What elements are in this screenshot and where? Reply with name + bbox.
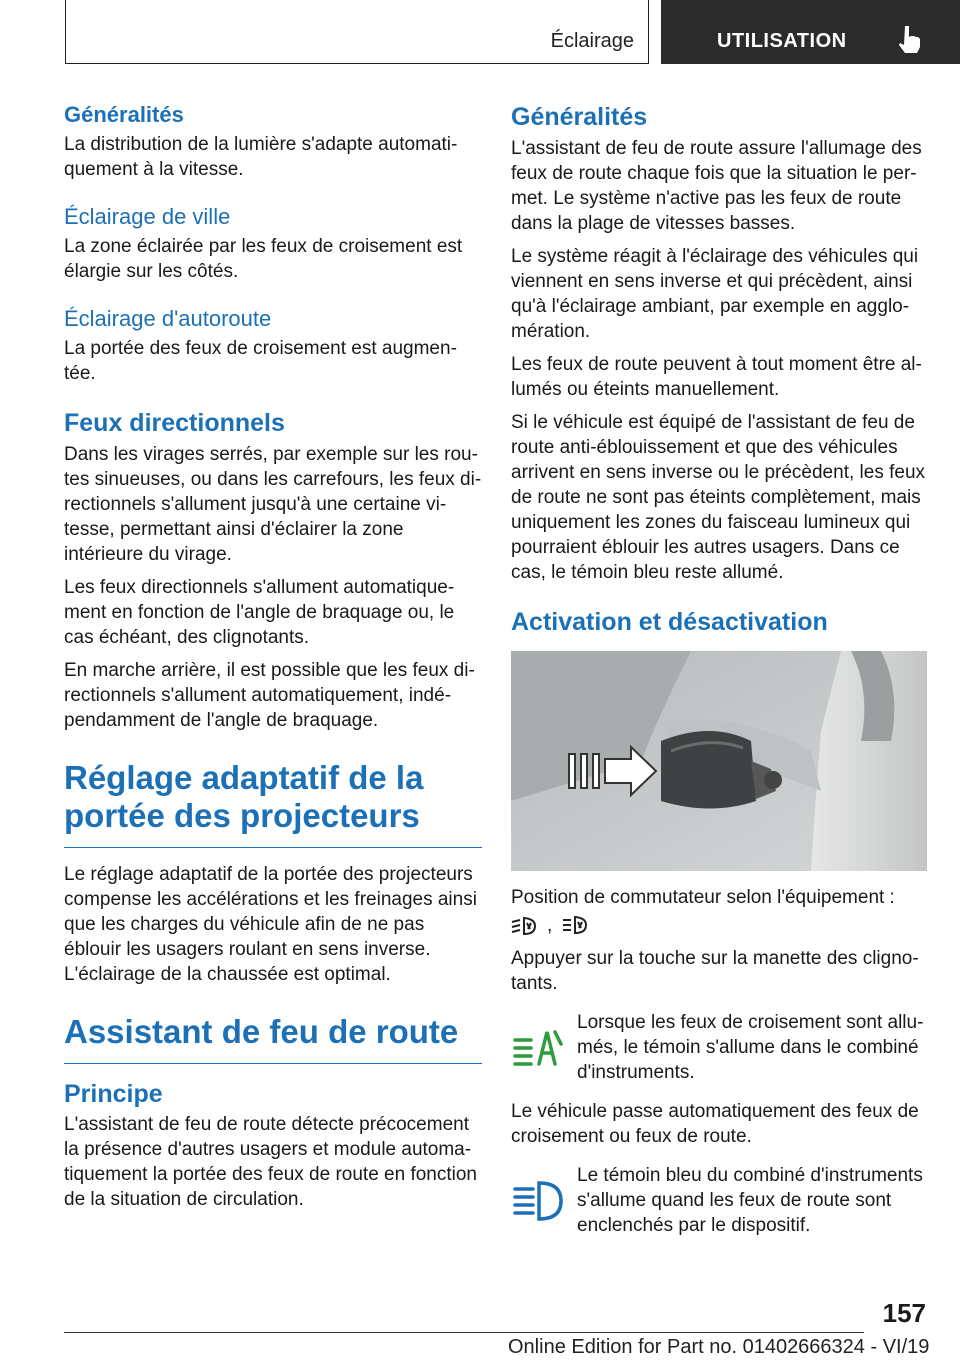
paragraph-ville: La zone éclairée par les feux de croisement est élargie sur les côtés. <box>64 236 463 282</box>
header-left-box <box>65 0 649 64</box>
footer-divider <box>64 1332 864 1333</box>
paragraph-directionnels-1: Dans les virages serrés, par exemple sur les routes sinueuses, ou dans les carrefours, les feux directionnels s'allument jusqu'à une certaine vitesse, permettant ainsi d'éclairer la zone intérieure du virage. <box>64 444 482 565</box>
paragraph-assistant-1: L'assistant de feu de route assure l'allumage des feux de route chaque fois que la situation le permet. Le système n'active pas les feux de route dans la plage de vitesses basses. <box>511 138 922 234</box>
heading-activation: Activation et désactivation <box>511 608 828 636</box>
turn-signal-stalk-illustration <box>511 651 927 871</box>
high-beam-assist-icon-a <box>511 914 537 938</box>
paragraph-assistant-3: Les feux de route peuvent à tout moment être allumés ou éteints manuellement. <box>511 354 922 400</box>
paragraph-directionnels-3: En marche arrière, il est possible que les feux directionnels s'allument automatiquement, indépendamment de l'angle de braquage. <box>64 660 475 731</box>
page-number: 157 <box>882 1298 926 1328</box>
paragraph-assistant-4: Si le véhicule est équipé de l'assistant de feu de route anti-éblouissement et que des véhicules arrivent en sens inverse ou le précèdent, les feux de route ne sont pas éteints complètement, mais uniquement les zones du faisceau lumineux qui pourraient éblouir les autres usagers. Dans ce cas, le témoin bleu reste allumé. <box>511 412 926 583</box>
high-beam-indicator-blue-icon <box>511 1163 565 1227</box>
paragraph-passe: Le véhicule passe automatiquement des feux de croisement ou feux de route. <box>511 1101 919 1147</box>
icon-separator: , <box>547 915 553 936</box>
high-beam-assist-indicator-green-icon <box>511 1010 565 1074</box>
note-low-beam <box>511 1010 929 1085</box>
footer-edition: Online Edition for Part no. 01402666324 - VI/19 <box>508 1336 930 1358</box>
paragraph-generalites: La distribution de la lumière s'adapte automatiquement à la vitesse. <box>64 134 458 180</box>
section-title: Éclairage <box>550 30 634 52</box>
note-high-beam-text: Le témoin bleu du combiné d'instruments s'allume quand les feux de route sont enclenchés par le dispositif. <box>577 1165 923 1236</box>
note-high-beam <box>511 1163 929 1238</box>
paragraph-position: Position de commutateur selon l'équipement : <box>511 887 895 908</box>
paragraph-assistant-2: Le système réagit à l'éclairage des véhicules qui viennent en sens inverse et qui précèdent, ainsi qu'à l'éclairage ambiant, par exemple en agglomération. <box>511 246 919 342</box>
chapter-title: UTILISATION <box>717 30 847 52</box>
right-column <box>511 100 929 1252</box>
paragraph-appuyer: Appuyer sur la touche sur la manette des clignotants. <box>511 948 919 994</box>
left-column <box>64 100 482 1220</box>
paragraph-reglage: Le réglage adaptatif de la portée des projecteurs compense les accélérations et les freinages ainsi que les charges du véhicule afin de ne pas éblouir les usagers roulant en sens inverse. L'éclairage de la chaussée est optimal. <box>64 864 477 985</box>
paragraph-autoroute: La portée des feux de croisement est augmentée. <box>64 338 457 384</box>
heading-generalites-assistant: Généralités <box>511 103 648 131</box>
heading-assistant-feu-route: Assistant de feu de route <box>64 1013 482 1064</box>
heading-reglage-adaptatif: Réglage adaptatif de la portée des projecteurs <box>64 759 482 848</box>
high-beam-assist-icon-b <box>562 914 588 938</box>
heading-feux-directionnels: Feux directionnels <box>64 409 285 437</box>
heading-eclairage-ville: Éclairage de ville <box>64 204 231 229</box>
heading-eclairage-autoroute: Éclairage d'autoroute <box>64 306 272 331</box>
note-low-beam-text: Lorsque les feux de croisement sont allumés, le témoin s'allume dans le combiné d'instruments. <box>577 1012 924 1083</box>
heading-principe: Principe <box>64 1080 163 1108</box>
switch-position-icons <box>511 914 929 938</box>
header-chapter-box <box>661 0 960 64</box>
hand-pointer-icon <box>896 24 922 54</box>
paragraph-directionnels-2: Les feux directionnels s'allument automatiquement en fonction de l'angle de braquage ou, le cas échéant, des clignotants. <box>64 577 455 648</box>
heading-generalites: Généralités <box>64 102 184 127</box>
paragraph-principe: L'assistant de feu de route détecte précocement la présence d'autres usagers et module automatiquement la portée des feux de route en fonction de la situation de circulation. <box>64 1114 477 1210</box>
